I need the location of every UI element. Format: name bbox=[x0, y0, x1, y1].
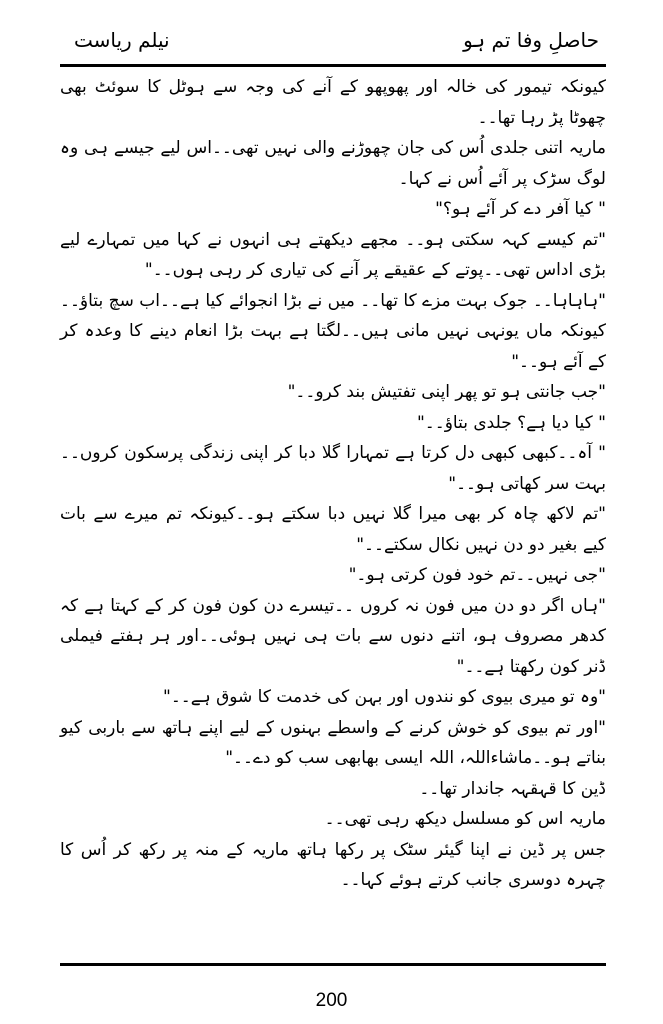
paragraph: ماریہ اس کو مسلسل دیکھ رہی تھی۔۔ bbox=[324, 809, 606, 829]
paragraph: ڈین کا قہقہہ جاندار تھا۔۔ bbox=[419, 778, 606, 799]
paragraph: جس پر ڈین نے اپنا گیئر سٹک پر رکھا ہاتھ ماریہ کے منہ پر رکھ کر اُس کا چہرہ دوسری جانب کرتے ہوئے کہا۔۔ bbox=[60, 839, 606, 890]
book-title: حاصلِ وفا تم ہو bbox=[463, 28, 599, 52]
paragraph: "اور تم بیوی کو خوش کرنے کے واسطے بہنوں کے لیے اپنے ہاتھ سے باربی کیو بناتے ہو۔۔ماشاءاللہ، اللہ ایسی بھابھی سب کو دے۔۔" bbox=[60, 717, 606, 768]
paragraph: " آہ۔۔کبھی کبھی دل کرتا ہے تمہارا گلا دبا کر اپنی زندگی پرسکون کروں۔۔ بہت سر کھاتی ہو۔۔" bbox=[60, 443, 606, 494]
page-body bbox=[60, 72, 606, 896]
paragraph: " کیا آفر دے کر آئے ہو؟" bbox=[435, 199, 606, 219]
author-name: نیلم ریاست bbox=[74, 28, 170, 52]
paragraph: "تم کیسے کہہ سکتی ہو۔۔ مجھے دیکھتے ہی انہوں نے کہا میں تمہارے لیے بڑی اداس تھی۔۔پوتے کے عقیقے پر آنے کی تیاری کر رہی ہوں۔۔" bbox=[60, 229, 606, 280]
paragraph: "وہ تو میری بیوی کو نندوں اور بہن کی خدمت کا شوق ہے۔۔" bbox=[163, 687, 606, 707]
paragraph: "جی نہیں۔۔تم خود فون کرتی ہو۔" bbox=[348, 565, 606, 585]
page-number: 200 bbox=[315, 990, 348, 1011]
paragraph: "ہاں اگر دو دن میں فون نہ کروں ۔۔تیسرے دن کون فون کر کے کہتا ہے کہ کدھر مصروف ہو، اتنے دنوں سے بات ہی نہیں ہوئی۔۔اور ہر ہفتے فیملی ڈنر کون رکھتا ہے۔۔" bbox=[60, 595, 606, 677]
paragraph: " کیا دیا ہے؟ جلدی بتاؤ۔۔" bbox=[416, 412, 606, 433]
footer-rule bbox=[60, 963, 606, 966]
paragraph: ماریہ اتنی جلدی اُس کی جان چھوڑنے والی نہیں تھی۔۔اس لیے جیسے ہی وہ لوگ سڑک پر آئے اُس نے کہا۔ bbox=[60, 138, 606, 189]
paragraph: "تم لاکھ چاہ کر بھی میرا گلا نہیں دبا سکتے ہو۔۔کیونکہ تم میرے سے بات کیے بغیر دو دن نہیں نکال سکتے۔۔" bbox=[60, 504, 606, 555]
paragraph: "جب جانتی ہو تو پھر اپنی تفتیش بند کرو۔۔" bbox=[287, 382, 606, 402]
page-header bbox=[74, 22, 599, 58]
header-rule bbox=[60, 64, 606, 67]
paragraph: "ہاہاہا۔۔ جوک بہت مزے کا تھا۔۔ میں نے بڑا انجوائے کیا ہے۔۔اب سچ بتاؤ۔۔کیونکہ ماں یونہی نہیں مانی ہیں۔۔لگتا ہے بہت بڑا انعام دینے کا وعدہ کر کے آئے ہو۔۔" bbox=[60, 290, 606, 372]
paragraph: کیونکہ تیمور کی خالہ اور پھوپھو کے آنے کی وجہ سے ہوٹل کا سوئٹ بھی چھوٹا پڑ رہا تھا۔۔ bbox=[60, 77, 606, 128]
